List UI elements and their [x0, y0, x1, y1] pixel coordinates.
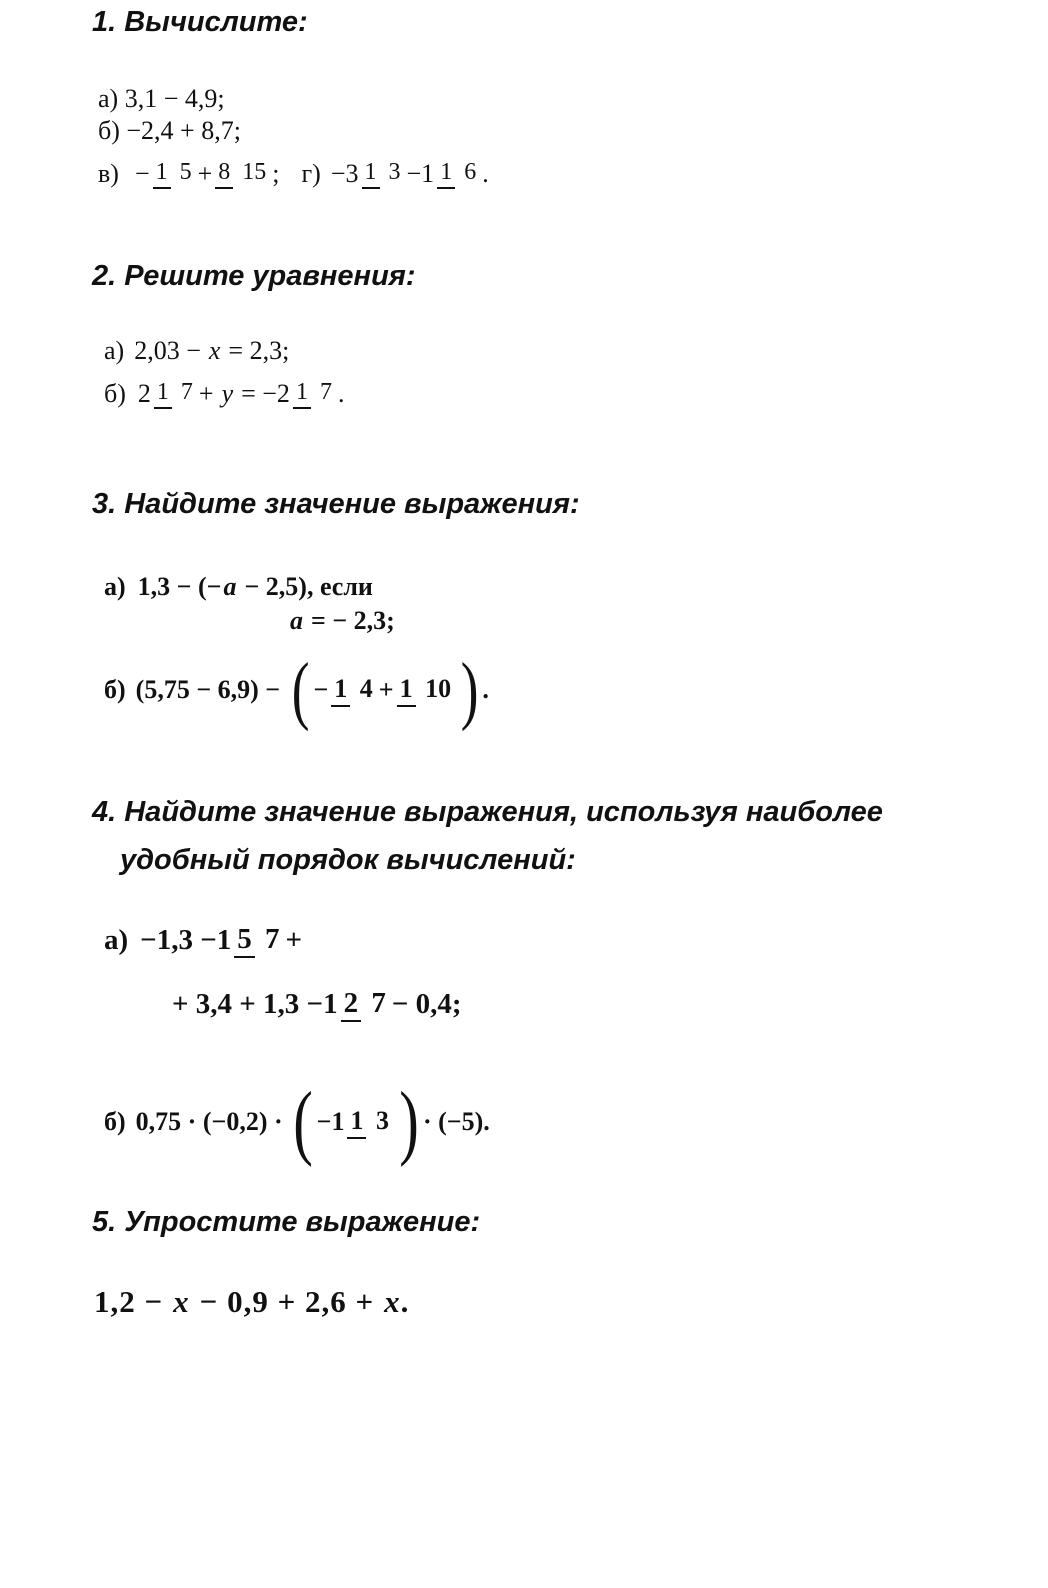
denominator: 4 [359, 674, 373, 704]
semicolon: ; [272, 158, 280, 188]
numerator: 1 [154, 380, 172, 409]
fraction [331, 673, 376, 706]
numerator: 1 [331, 675, 350, 706]
fraction [293, 378, 335, 409]
task4-item-b [104, 1075, 490, 1168]
expression: − 0,9 + 2,6 + [199, 1284, 375, 1319]
whole-part: 2 [137, 378, 151, 408]
left-paren: ( [292, 1075, 313, 1168]
period: . [400, 1284, 410, 1319]
task4-item-a-line2 [172, 986, 462, 1022]
fraction [154, 378, 196, 409]
task3-item-b [104, 648, 489, 732]
item-label: в) [98, 158, 119, 188]
task2-heading: 2. Решите уравнения: [92, 260, 416, 292]
period: . [482, 675, 489, 704]
period: . [482, 158, 489, 188]
denominator: 3 [375, 1106, 389, 1136]
task4-heading-line2: удобный порядок вычислений: [120, 844, 576, 876]
task5-heading: 5. Упростите выражение: [92, 1206, 481, 1238]
task5-expression [94, 1284, 409, 1320]
denominator: 3 [388, 159, 401, 185]
task2-item-a [104, 336, 289, 366]
plus-sign: + [285, 923, 303, 956]
variable-x: x [208, 336, 221, 365]
numerator: 1 [153, 160, 171, 189]
numerator: 1 [437, 160, 455, 189]
expression: + 3,4 + 1,3 −1 [172, 987, 338, 1020]
task4-item-a-line1 [104, 922, 302, 958]
denominator: 15 [242, 159, 267, 185]
denominator: 7 [180, 379, 193, 405]
numerator: 5 [234, 924, 255, 958]
plus-sign: + [378, 675, 394, 704]
plus-sign: + [198, 378, 214, 408]
item-label: б) [104, 378, 126, 408]
item-label: а) [104, 572, 126, 601]
task4-heading-line1: 4. Найдите значение выражения, используя наиболее [92, 796, 883, 828]
right-paren: ) [399, 1075, 419, 1168]
expression: 2,03 − [134, 336, 201, 365]
item-label: б) [104, 1107, 126, 1136]
fraction [437, 158, 479, 189]
variable-a: a [223, 572, 237, 601]
variable-x: x [384, 1284, 401, 1319]
expression: = − 2,3; [311, 606, 395, 635]
denominator: 7 [319, 379, 332, 405]
item-label: а) [104, 923, 129, 956]
plus-sign: + [197, 158, 213, 188]
whole-part: −1 [316, 1107, 345, 1136]
expression: 1,3 − (− [137, 572, 222, 601]
fraction [153, 158, 195, 189]
item-label: г) [301, 158, 321, 188]
minus-sign: − [313, 675, 329, 704]
numerator: 8 [215, 160, 233, 189]
fraction [341, 986, 389, 1022]
task3-item-a-condition [290, 606, 395, 636]
fraction [234, 922, 282, 958]
fraction [397, 673, 455, 706]
item-label: б) [104, 675, 126, 704]
numerator: 1 [362, 160, 380, 189]
fraction [362, 158, 404, 189]
expression: = 2,3; [228, 336, 290, 365]
task3-heading: 3. Найдите значение выражения: [92, 488, 580, 520]
denominator: 7 [371, 987, 386, 1019]
numerator: 1 [347, 1107, 366, 1138]
denominator: 7 [264, 923, 280, 955]
minus-sign: − [134, 158, 150, 188]
expression: (5,75 − 6,9) − [135, 675, 281, 704]
whole-part: −1 [406, 158, 435, 188]
numerator: 1 [293, 380, 311, 409]
expression: 1,2 − [94, 1284, 164, 1319]
task1-item-b: б) −2,4 + 8,7; [98, 116, 241, 145]
expression: − 2,5), если [244, 572, 373, 601]
denominator: 5 [179, 159, 192, 185]
fraction [347, 1105, 392, 1138]
expression: 0,75 · (−0,2) · [135, 1107, 283, 1136]
expression: −1,3 −1 [140, 923, 232, 956]
right-paren: ) [460, 648, 479, 732]
expression: = −2 [241, 378, 290, 408]
task3-item-a [104, 572, 373, 602]
expression: − 0,4; [391, 987, 462, 1020]
denominator: 6 [464, 159, 477, 185]
task2-item-b [104, 378, 344, 409]
item-label: а) [104, 336, 125, 365]
variable-y: y [221, 378, 234, 408]
task1-items-v-g [98, 158, 489, 189]
variable-x: x [173, 1284, 190, 1319]
expression: · (−5). [422, 1107, 490, 1136]
left-paren: ( [291, 648, 310, 732]
numerator: 1 [397, 675, 416, 706]
whole-part: −3 [330, 158, 359, 188]
numerator: 2 [341, 988, 362, 1022]
task1-heading: 1. Вычислите: [92, 6, 308, 38]
variable-a: a [290, 606, 303, 635]
denominator: 10 [425, 674, 452, 704]
fraction [215, 158, 269, 189]
period: . [337, 378, 345, 408]
task1-item-a: а) 3,1 − 4,9; [98, 84, 225, 113]
